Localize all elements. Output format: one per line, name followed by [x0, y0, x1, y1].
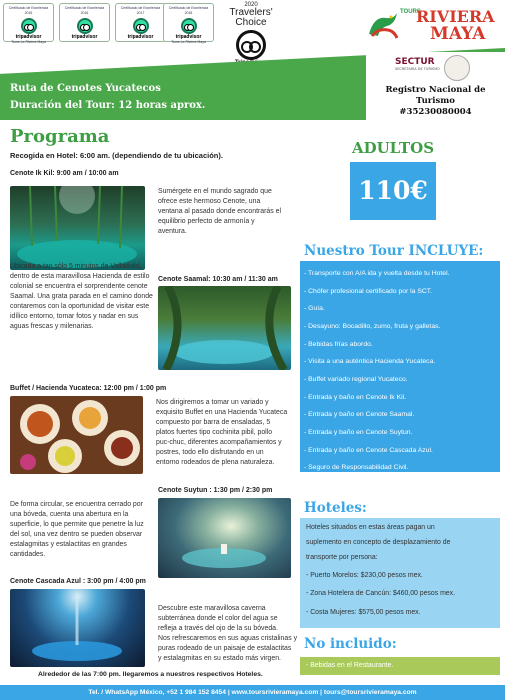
cenote-suytun-illustration: [158, 498, 291, 578]
hoteles-item: - Zona Hotelera de Cancún: $460,00 pesos mex.: [306, 590, 456, 597]
incluye-item: - Entrada y baño en Cenote Cascada Azul.: [304, 447, 433, 454]
sectur-logo: SECTUR SECRETARÍA DE TURISMO: [395, 57, 440, 71]
dragon-icon: [366, 8, 400, 42]
excellence-badge: Certificado de Excelencia 2015 tripadvisor Tours La Riviera Maya: [3, 3, 54, 42]
cenote-ik-kil-illustration: [10, 186, 145, 270]
cenote-saamal-illustration: [158, 286, 291, 370]
cenote-suytun-photo: [158, 498, 291, 578]
pickup-time: Recogida en Hotel: 6:00 am. (dependiendo de tu ubicación).: [10, 151, 223, 160]
excellence-badge: Certificado de Excelencia 2018 tripadvisor Tours La Riviera Maya: [163, 3, 214, 42]
adult-label: ADULTOS: [351, 139, 435, 157]
excellence-badge: Certificado de Excelencia 2017 tripadvisor: [115, 3, 166, 42]
cenote-ik-kil-photo: [10, 186, 145, 270]
cenote-cascada-azul-illustration: [10, 589, 145, 667]
no-incluido-item: - Bebidas en el Restaurante.: [306, 662, 394, 669]
stop-title: Cenote Ik Kil: 9:00 am / 10:00 am: [10, 170, 119, 177]
programa-heading: Programa: [10, 126, 110, 147]
stop-description: Sumérgete en el mundo sagrado que ofrece este hermoso Cenote, una ventana al pasado donde encontrarás el equilibrio perfecto de armonía y aventura.: [158, 188, 281, 235]
hoteles-item: - Costa Mujeres: $575,00 pesos mex.: [306, 609, 421, 616]
incluye-item: - Entrada y baño en Cenote Saamal.: [304, 411, 415, 418]
incluye-item: - Visita a una auténtica Hacienda Yucateca.: [304, 358, 436, 365]
stop-description: Ubicada a tan sólo 5 minutos de Valladolid, dentro de esta maravillosa Hacienda de estilo colonial se encuentra el sorprendente cenote Saamal. Una grata parada en el camino donde contaremos con la oportunidad de visitar este idílico entorno, tomar fotos y nadar en sus aguas frescas y milenarias.: [10, 263, 153, 330]
incluye-item: - Seguro de Responsabilidad Civil.: [304, 464, 409, 471]
stop-title: Cenote Cascada Azul : 3:00 pm / 4:00 pm: [10, 578, 146, 585]
tour-duration: Duración del Tour: 12 horas aprox.: [10, 100, 206, 111]
stop-title: Cenote Saamal: 10:30 am / 11:30 am: [158, 276, 278, 283]
incluye-item: - Entrada y baño en Cenote Ik Kil.: [304, 394, 407, 401]
incluye-item: - Chófer profesional certificado por la SCT.: [304, 288, 433, 295]
buffet-photo: [10, 396, 143, 474]
tripadvisor-owl-icon: [21, 18, 37, 34]
stop-title: Cenote Suytun : 1:30 pm / 2:30 pm: [158, 487, 273, 494]
incluye-item: - Desayuno: Bocadillo, zumo, fruta y galletas.: [304, 323, 441, 330]
buffet-illustration: [10, 396, 143, 474]
stop-title: Buffet / Hacienda Yucateca: 12:00 pm / 1:00 pm: [10, 385, 167, 392]
incluye-item: - Entrada y baño en Cenote Suytun.: [304, 429, 413, 436]
tripadvisor-owl-icon: [181, 18, 197, 34]
cenote-saamal-photo: [158, 286, 291, 370]
travelers-choice-award: 2020 Travelers' Choice: [216, 2, 286, 66]
return-note: Alrededor de las 7:00 pm. llegaremos a nuestros respectivos Hoteles.: [38, 671, 263, 678]
excellence-badge: Certificado de Excelencia 2016 tripadvisor: [59, 3, 110, 42]
tours-riviera-maya-logo: TOURS RIVIERA MAYA: [366, 6, 501, 48]
tripadvisor-owl-icon: [77, 18, 93, 34]
hoteles-intro: suplemento en concepto de desplazamiento de: [306, 539, 451, 546]
tour-title: Ruta de Cenotes Yucatecos: [10, 83, 161, 94]
stop-description: De forma circular, se encuentra cerrado por una bóveda, cuenta una abertura en la superficie, lo que permite que penetre la luz del sol, una vez dentro se pueden observar estalagmitas y estalactitas en grandes cantidades.: [10, 501, 144, 558]
incluye-item: - Guía.: [304, 305, 325, 312]
hoteles-intro: Hoteles situados en estas áreas pagan un: [306, 524, 435, 531]
registro-turismo: Registro Nacional de Turismo #35230080004: [385, 85, 486, 117]
hoteles-intro: transporte por persona:: [306, 554, 378, 561]
no-incluido-heading: No incluido:: [304, 636, 397, 652]
tripadvisor-owl-icon: [133, 18, 149, 34]
tripadvisor-logo-icon: [236, 30, 266, 60]
incluye-heading: Nuestro Tour INCLUYE:: [304, 243, 484, 259]
incluye-item: - Bebidas frías abordo.: [304, 341, 373, 348]
adult-price: 110€: [350, 162, 436, 220]
mexico-crest-icon: [444, 55, 470, 81]
hoteles-item: - Puerto Morelos: $230,00 pesos mex.: [306, 572, 423, 579]
incluye-item: - Transporte con A/A ida y vuelta desde tu Hotel.: [304, 270, 450, 277]
contact-footer: Tel. / WhatsApp México, +52 1 984 152 8454 | www.toursrivieramaya.com | tours@toursrivieramaya.com: [0, 685, 505, 700]
hoteles-heading: Hoteles:: [304, 500, 367, 516]
stop-description: Nos dirigiremos a tomar un variado y exquisito Buffet en una Hacienda Yucateca compuesto por barra de ensaladas, 5 platos fuertes tipo cochinita pibil, pollo puc-chuc, diferentes acompañamientos y postres, todo ello disfrutando en un entorno rodeados de plena naturaleza.: [156, 399, 288, 466]
incluye-item: - Buffet variado regional Yucateco.: [304, 376, 408, 383]
stop-description: Descubre este maravillosa caverna subterránea donde el color del agua se refleja a través del ojo de la su bóveda. Nos refrescaremos en sus aguas cristalinas y puras rodeado de un paisaje de estalactitas y estalagmitas en su estado más virgen.: [158, 605, 298, 662]
cenote-cascada-azul-photo: [10, 589, 145, 667]
